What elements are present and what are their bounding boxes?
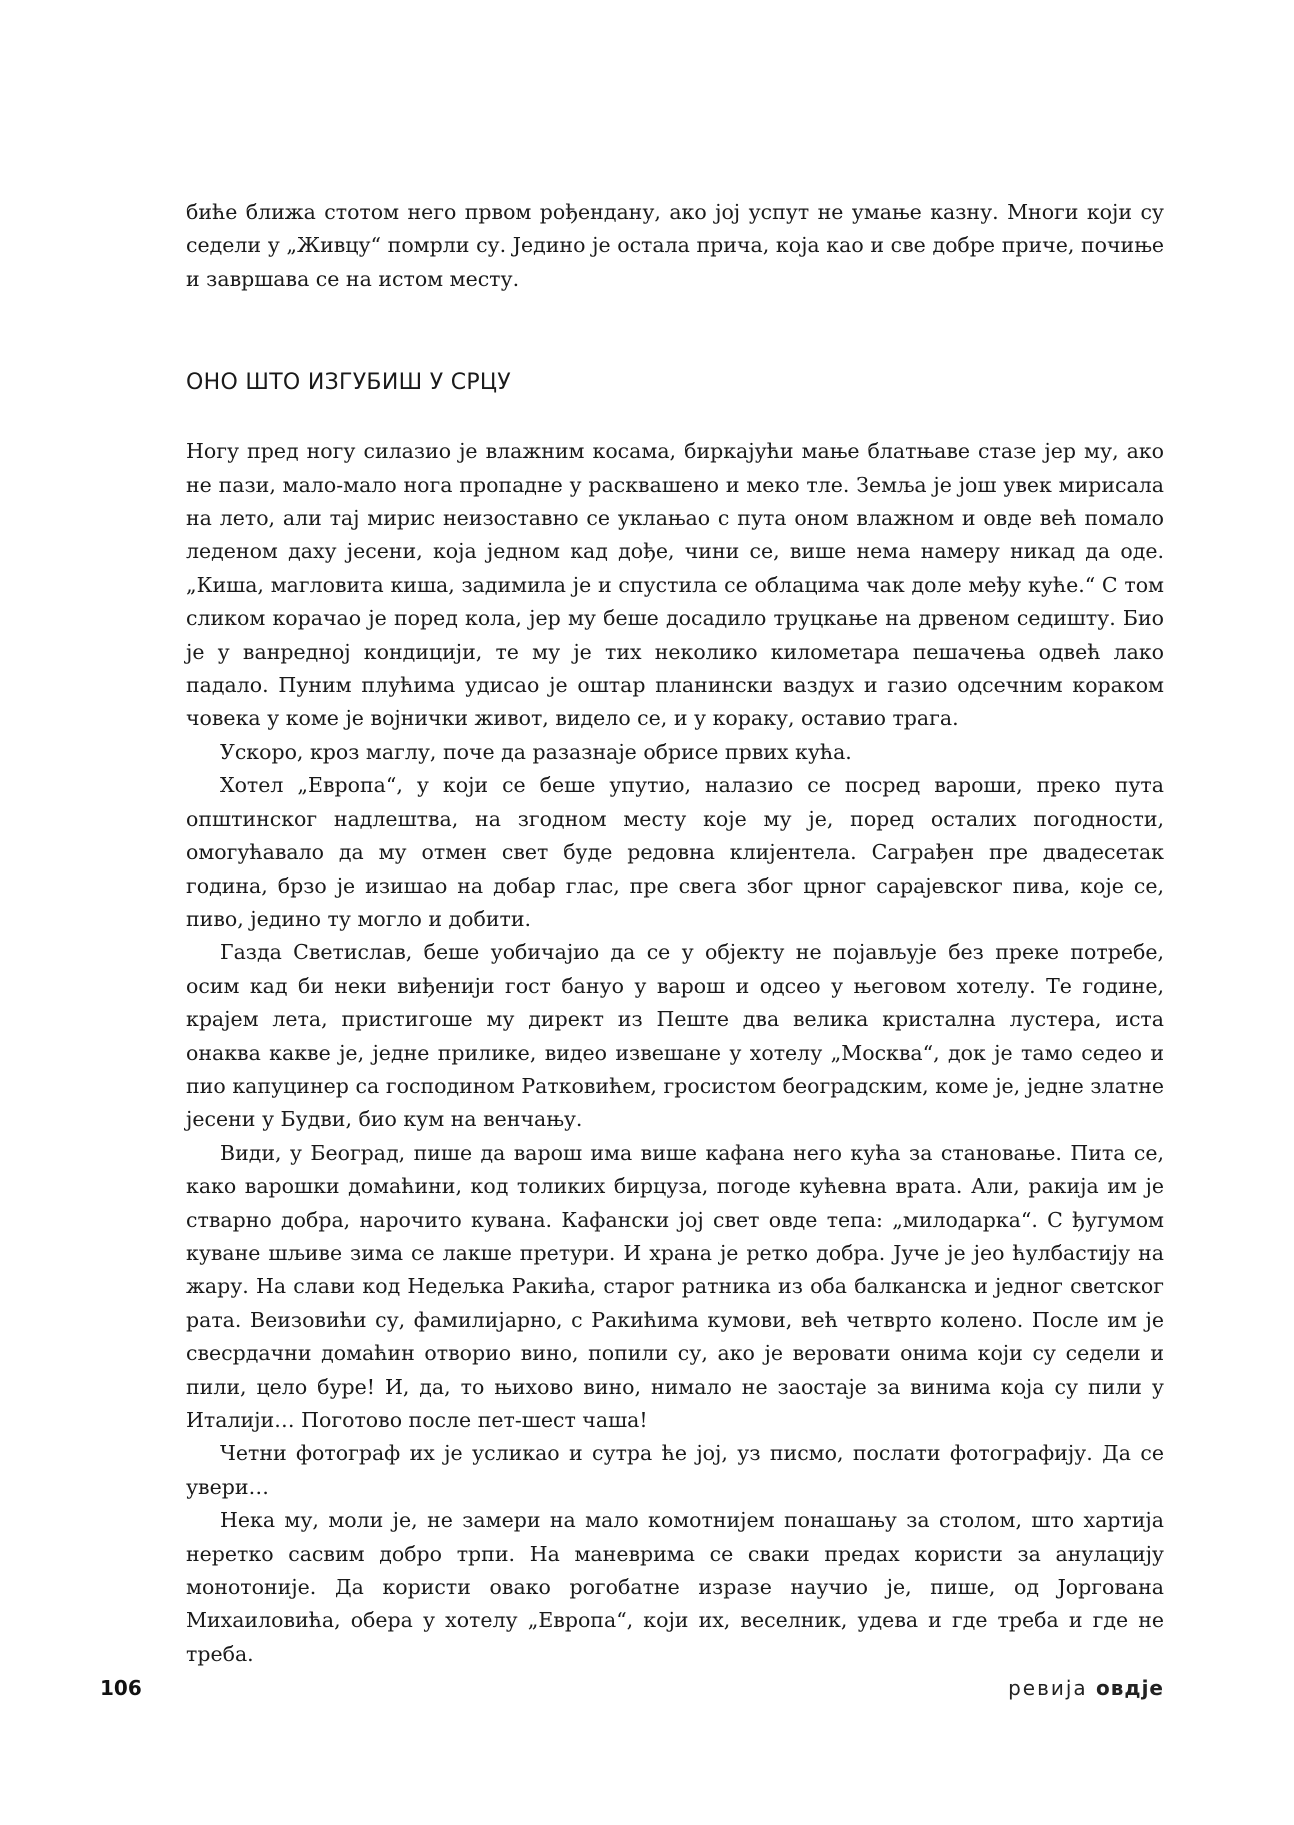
page-footer xyxy=(100,1676,1164,1706)
body-paragraph: Ногу пред ногу силазио је влажним косама, биркајући мање блатњаве стазе јер му, ако не пази, мало-мало нога пропадне у расквашено и меко тле. Земља је још увек мирисала на лето, али тај мирис неизоставно се уклањао с пута оном влажном и овде већ помало леденом даху јесени, која једном кад дође, чини се, више нема намеру никад да оде. „Киша, магловита киша, задимила је и спустила се облацима чак доле међу куће.“ С том сликом корачао је поред кола, јер му беше досадило труцкање на дрвеном седишту. Био је у ванредној кондицији, те му је тих неколико километара пешачења одвећ лако падало. Пуним плућима удисао је оштар планински ваздух и газио одсечним кораком човека у коме је војнички живот, видело се, и у кораку, оставио трага. xyxy=(186,439,1164,731)
body-paragraph: Газда Светислав, беше уобичајио да се у објекту не појављује без преке потребе, осим кад би неки виђенији гост бануо у варош и одсео у његовом хотелу. Те године, крајем лета, пристигоше му директ из Пеште два велика кристална лустера, иста онаква какве је, једне прилике, видео извешане у хотелу „Москва“, док је тамо седео и пио капуцинер са господином Ратковићем, гросистом београдским, коме је, једне златне јесени у Будви, био кум на венчању. xyxy=(186,940,1164,1132)
body-paragraph: Хотел „Европа“, у који се беше упутио, налазио се посред вароши, преко пута општинског надлештва, на згодном месту које му је, поред осталих погодности, омогућавало да му отмен свет буде редовна клијентела. Саграђен пре двадесетак година, брзо је изишао на добар глас, пре свега због црног сарајевског пива, које се, пиво, једино ту могло и добити. xyxy=(186,773,1164,931)
intro-paragraph: биће ближа стотом него првом рођендану, ако јој успут не умање казну. Многи који су седели у „Живцу“ помрли су. Једино је остала прича, која као и све добре приче, почиње и завршава се на истом месту. xyxy=(186,200,1164,291)
magazine-title xyxy=(1008,1676,1164,1700)
page-number: 106 xyxy=(100,1676,142,1700)
magazine-prefix: ревија xyxy=(1008,1676,1088,1700)
body-paragraph: Ускоро, кроз маглу, поче да разазнаје обрисе првих кућа. xyxy=(220,739,852,764)
body-paragraph: Четни фотограф их је усликао и сутра ће јој, уз писмо, послати фотографију. Да се увери… xyxy=(186,1441,1164,1499)
section-title: ОНО ШТО ИЗГУБИШ У СРЦУ xyxy=(186,370,512,396)
magazine-name: овдје xyxy=(1096,1676,1164,1700)
body-paragraph: Види, у Београд, пише да варош има више кафана него кућа за становање. Пита се, како варошки домаћини, код толиких бирцуза, погоде кућевна врата. Али, ракија им је стварно добра, нарочито кувана. Кафански јој свет овде тепа: „милодарка“. С ђугумом куване шљиве зима се лакше претури. И храна је ретко добра. Јуче је јео ћулбастију на жару. На слави код Недељка Ракића, старог ратника из оба балканска и једног светског рата. Веизовићи су, фамилијарно, с Ракићима кумови, већ четврто колено. После им је свесрдачни домаћин отворио вино, попили су, ако је веровати онима који су седели и пили, цело буре! И, да, то њихово вино, нимало не заостаје за винима која су пили у Италији… Поготово после пет-шест чаша! xyxy=(186,1140,1164,1432)
page-body xyxy=(186,196,1164,1671)
body-paragraph: Нека му, моли је, не замери на мало комотнијем понашању за столом, што хартија неретко сасвим добро трпи. На маневрима се сваки предах користи за анулацију монотоније. Да користи овако рогобатне изразе научио је, пише, од Јоргована Михаиловића, обера у хотелу „Европа“, који их, веселник, удева и где треба и где не треба. xyxy=(186,1508,1164,1666)
